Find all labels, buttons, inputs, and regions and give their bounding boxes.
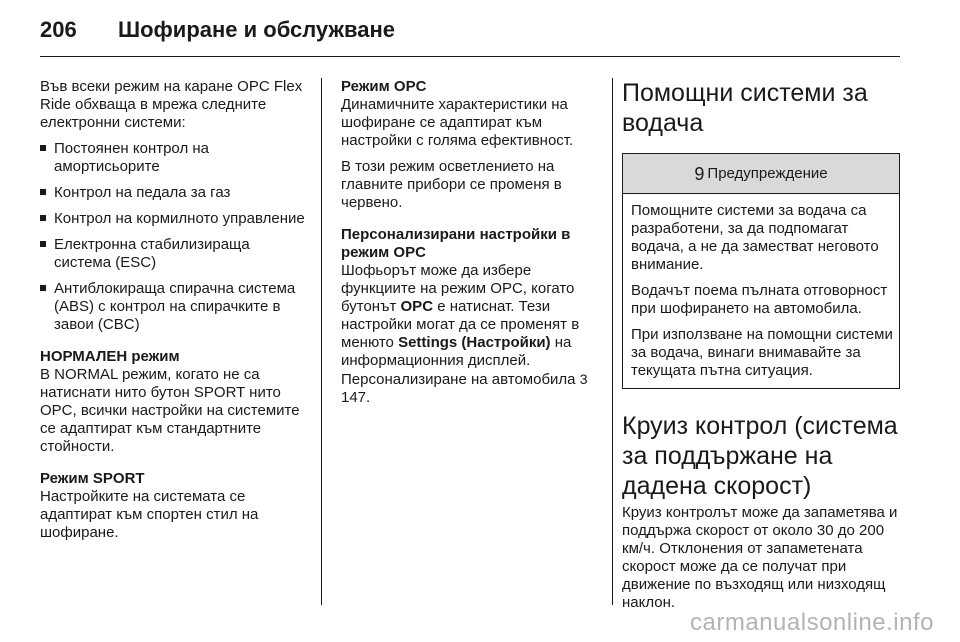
cruise-control-text: Круиз контролът може да запаметява и поддържа скорост от около 30 до 200 км/ч. Отклонения от запаметената скорост може да се получат при движение по възходящ или низходящ наклон.: [622, 504, 898, 611]
column-rule-right: [612, 78, 613, 605]
normal-mode-text: В NORMAL режим, когато не са натиснати нито бутон SPORT нито OPC, всички настройки на системите се адаптират към стандартните стойности.: [40, 366, 300, 455]
warning-label: Предупреждение: [707, 164, 828, 182]
warning-header: [623, 154, 899, 194]
warning-box: [622, 153, 900, 389]
column-1: [40, 78, 310, 542]
sport-mode-text: Настройките на системата се адаптират към спортен стил на шофиране.: [40, 488, 259, 541]
systems-list: [40, 140, 310, 334]
list-item: [40, 140, 310, 176]
warning-paragraph: При използване на помощни системи за водача, винаги внимавайте за текущата пътна ситуация.: [631, 326, 893, 379]
intro-paragraph: Във всеки режим на каране OPC Flex Ride обхваща в мрежа следните електронни системи:: [40, 78, 303, 131]
page-number: 206: [40, 17, 77, 42]
column-3: [622, 78, 902, 612]
normal-mode-heading: НОРМАЛЕН режим: [40, 348, 180, 365]
column-2: [341, 78, 603, 407]
page-reference-arrow-icon: 3: [579, 371, 588, 387]
opc-button-label: OPC: [400, 298, 434, 315]
settings-menu-label: Settings (Настройки): [398, 334, 551, 351]
list-item: [40, 184, 310, 202]
list-item-text: Постоянен контрол на амортисьорите: [54, 140, 209, 175]
opc-mode-text: Динамичните характеристики на шофиране се адаптират към настройки с голяма ефективност.: [341, 96, 574, 149]
warning-body: [623, 194, 899, 388]
list-item-text: Контрол на педала за газ: [54, 184, 231, 201]
list-item: [40, 236, 310, 272]
bullet-icon: [40, 215, 46, 221]
list-item-text: Антиблокираща спирачна система (ABS) с контрол на спирачките в завои (CBC): [54, 280, 296, 333]
bullet-icon: [40, 189, 46, 195]
header-rule: [40, 56, 900, 57]
list-item: [40, 210, 310, 228]
page-title: Шофиране и обслужване: [118, 17, 396, 42]
opc-lighting-text: В този режим осветлението на главните прибори се променя в червено.: [341, 158, 562, 211]
bullet-icon: [40, 241, 46, 247]
warning-paragraph: Водачът поема пълната отговорност при шофирането на автомобила.: [631, 282, 888, 317]
column-rule-left: [321, 78, 322, 605]
warning-icon: 9: [694, 163, 705, 184]
bullet-icon: [40, 285, 46, 291]
page-reference[interactable]: 147.: [341, 389, 371, 406]
personal-settings-heading: Персонализирани настройки в режим OPC: [341, 226, 571, 261]
opc-mode-heading: Режим OPC: [341, 78, 427, 95]
assist-systems-heading: Помощни системи за водача: [622, 79, 868, 137]
personal-settings-text: Шофьорът може да избере функциите на режим OPC, когато бутонът OPC е натиснат. Тези настройки могат да се променят в менюто Settings (Настройки) на информационния дисплей. Персонализиране на автомобила 3 147.: [341, 262, 588, 406]
sport-mode-heading: Режим SPORT: [40, 470, 145, 487]
list-item: [40, 280, 310, 334]
list-item-text: Контрол на кормилното управление: [54, 210, 305, 227]
warning-paragraph: Помощните системи за водача са разработени, за да подпомагат водача, а не да заместват неговото внимание.: [631, 202, 879, 273]
list-item-text: Електронна стабилизираща система (ESC): [54, 236, 250, 271]
cruise-control-heading: Круиз контрол (система за поддържане на дадена скорост): [622, 412, 898, 500]
watermark: carmanualsonline.info: [690, 609, 934, 636]
bullet-icon: [40, 145, 46, 151]
